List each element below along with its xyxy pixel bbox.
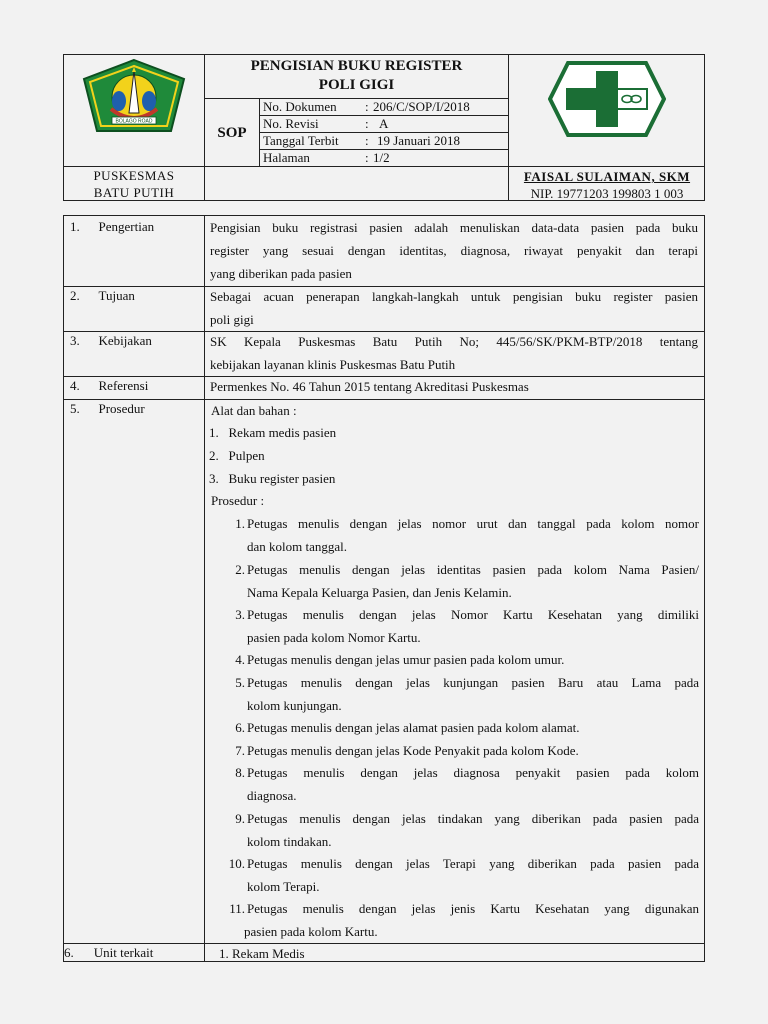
procedure-step [219, 558, 699, 604]
row-label: Referensi [98, 378, 149, 393]
step-number: 9. [235, 811, 245, 826]
row-label-unit-terkait [64, 944, 153, 962]
procedure-step [219, 512, 699, 558]
step-number: 4. [235, 652, 245, 667]
org-line-2: BATU PUTIH [93, 185, 175, 200]
row-label-tujuan [70, 287, 135, 305]
procedure-step [219, 761, 699, 807]
meta-value: 206/C/SOP/I/2018 [373, 99, 470, 114]
procedure-step [219, 648, 699, 671]
meta-sep: : [365, 99, 369, 114]
row-number: 4. [70, 378, 80, 393]
regency-logo [79, 57, 189, 135]
health-cross-logo [548, 61, 666, 137]
step-number: 10. [228, 856, 245, 871]
step-line: Petugas menulis dengan jelas tindakan yang diberikan pada pasien pada [247, 811, 699, 826]
tool-text: Pulpen [228, 448, 265, 463]
tool-item [209, 424, 336, 442]
row-label: Pengertian [98, 219, 155, 234]
step-line: pasien pada kolom Kartu. [244, 924, 378, 939]
procedure-step [219, 897, 699, 943]
signer-block [508, 168, 706, 202]
step-number: 8. [235, 765, 245, 780]
row-label-referensi [70, 377, 148, 395]
step-line: dan kolom tanggal. [247, 539, 348, 554]
sop-content-table [63, 215, 705, 962]
step-line: Nama Kepala Keluarga Pasien, dan Jenis Kelamin. [247, 585, 512, 600]
meta-page [260, 149, 508, 166]
step-number: 5. [235, 675, 245, 690]
procedure-step [219, 603, 699, 649]
step-line: Petugas menulis dengan jelas diagnosa penyakit pasien pada kolom [247, 765, 699, 780]
unit-number: 1. [219, 946, 229, 961]
step-number: 2. [235, 562, 245, 577]
row-label: Tujuan [98, 288, 135, 303]
referensi-text [210, 375, 698, 398]
sop-label: SOP [217, 124, 247, 141]
row-number: 5. [70, 401, 80, 416]
row-label-pengertian [70, 218, 154, 236]
text-line: Sebagai acuan penerapan langkah-langkah untuk pengisian buku register pasien [210, 289, 698, 304]
text-line: SK Kepala Puskesmas Batu Putih No; 445/56/SK/PKM-BTP/2018 tentang [210, 334, 698, 349]
meta-value: 1/2 [373, 150, 390, 165]
tools-heading: Alat dan bahan : [211, 403, 297, 418]
step-number: 6. [235, 720, 245, 735]
sop-header [63, 54, 705, 201]
step-line: kolom tindakan. [247, 834, 332, 849]
tool-item [209, 470, 335, 488]
step-line: Petugas menulis dengan jelas Terapi yang diberikan pada pasien pada [247, 856, 699, 871]
procedure-step [219, 807, 699, 853]
procedure-step [219, 671, 699, 717]
step-line: Petugas menulis dengan jelas umur pasien pada kolom umur. [247, 652, 565, 667]
meta-key: Halaman [263, 150, 310, 165]
row-number: 3. [70, 333, 80, 348]
step-line: Petugas menulis dengan jelas Nomor Kartu Kesehatan yang dimiliki [247, 607, 699, 622]
meta-key: No. Revisi [263, 116, 319, 131]
meta-key: No. Dokumen [263, 99, 337, 114]
step-line: Petugas menulis dengan jelas jenis Kartu Kesehatan yang digunakan [247, 901, 699, 916]
step-line: kolom kunjungan. [247, 698, 342, 713]
step-number: 11. [229, 901, 245, 916]
step-line: Petugas menulis dengan jelas kunjungan pasien Baru atau Lama pada [247, 675, 699, 690]
row-label-kebijakan [70, 332, 152, 350]
meta-revision [260, 115, 508, 132]
tool-number: 2. [209, 448, 219, 463]
meta-sep: : [365, 150, 369, 165]
tool-number: 3. [209, 471, 219, 486]
row-number: 1. [70, 219, 80, 234]
meta-value: 19 Januari 2018 [377, 133, 461, 148]
meta-document-number [260, 98, 508, 115]
text-line: yang diberikan pada pasien [210, 266, 352, 281]
step-line: Petugas menulis dengan jelas nomor urut dan tanggal pada kolom nomor [247, 516, 699, 531]
unit-text: Rekam Medis [232, 946, 305, 961]
procedure-step [219, 852, 699, 898]
text-line: poli gigi [210, 312, 254, 327]
text-line: kebijakan layanan klinis Puskesmas Batu Putih [210, 357, 456, 372]
step-line: Petugas menulis dengan jelas identitas pasien pada kolom Nama Pasien/ [247, 562, 699, 577]
meta-sep: : [365, 116, 369, 131]
row-number: 6. [64, 945, 74, 960]
unit-terkait-item [219, 945, 305, 963]
row-label-prosedur [70, 400, 145, 418]
procedure-step [219, 716, 699, 739]
procedure-step [219, 739, 699, 762]
steps-heading: Prosedur : [211, 493, 265, 508]
meta-value: A [379, 116, 389, 131]
step-line: diagnosa. [247, 788, 297, 803]
step-line: pasien pada kolom Nomor Kartu. [247, 630, 421, 645]
meta-issue-date [260, 132, 508, 149]
signer-nip: NIP. 19771203 199803 1 003 [530, 186, 684, 201]
logo-motto: BOLAGO ROAD [115, 118, 153, 125]
step-number: 1. [235, 516, 245, 531]
org-line-1: PUSKESMAS [93, 168, 175, 183]
meta-sep: : [365, 133, 369, 148]
title-line-1: PENGISIAN BUKU REGISTER [250, 58, 463, 74]
organization-name [64, 167, 204, 201]
step-number: 7. [235, 743, 245, 758]
step-line: Petugas menulis dengan jelas Kode Penyakit pada kolom Kode. [247, 743, 579, 758]
document-title [205, 57, 508, 95]
text-line: Permenkes No. 46 Tahun 2015 tentang Akreditasi Puskesmas [210, 379, 529, 394]
step-line: kolom Terapi. [247, 879, 320, 894]
step-line: Petugas menulis dengan jelas alamat pasien pada kolom alamat. [247, 720, 580, 735]
row-label: Kebijakan [98, 333, 152, 348]
tool-item [209, 447, 265, 465]
step-number: 3. [235, 607, 245, 622]
tool-text: Buku register pasien [228, 471, 336, 486]
tool-text: Rekam medis pasien [228, 425, 337, 440]
pengertian-text [210, 216, 698, 285]
title-line-2: POLI GIGI [318, 77, 395, 93]
kebijakan-text [210, 330, 698, 376]
meta-key: Tanggal Terbit [263, 133, 339, 148]
row-label: Unit terkait [93, 945, 154, 960]
tool-number: 1. [209, 425, 219, 440]
text-line: register yang sesuai dengan identitas, diagnosa, riwayat penyakit dan terapi [210, 243, 698, 258]
signer-name: FAISAL SULAIMAN, SKM [523, 169, 691, 184]
tujuan-text [210, 285, 698, 331]
row-label: Prosedur [98, 401, 145, 416]
text-line: Pengisian buku registrasi pasien adalah menuliskan data-data pasien pada buku [210, 220, 698, 235]
row-number: 2. [70, 288, 80, 303]
